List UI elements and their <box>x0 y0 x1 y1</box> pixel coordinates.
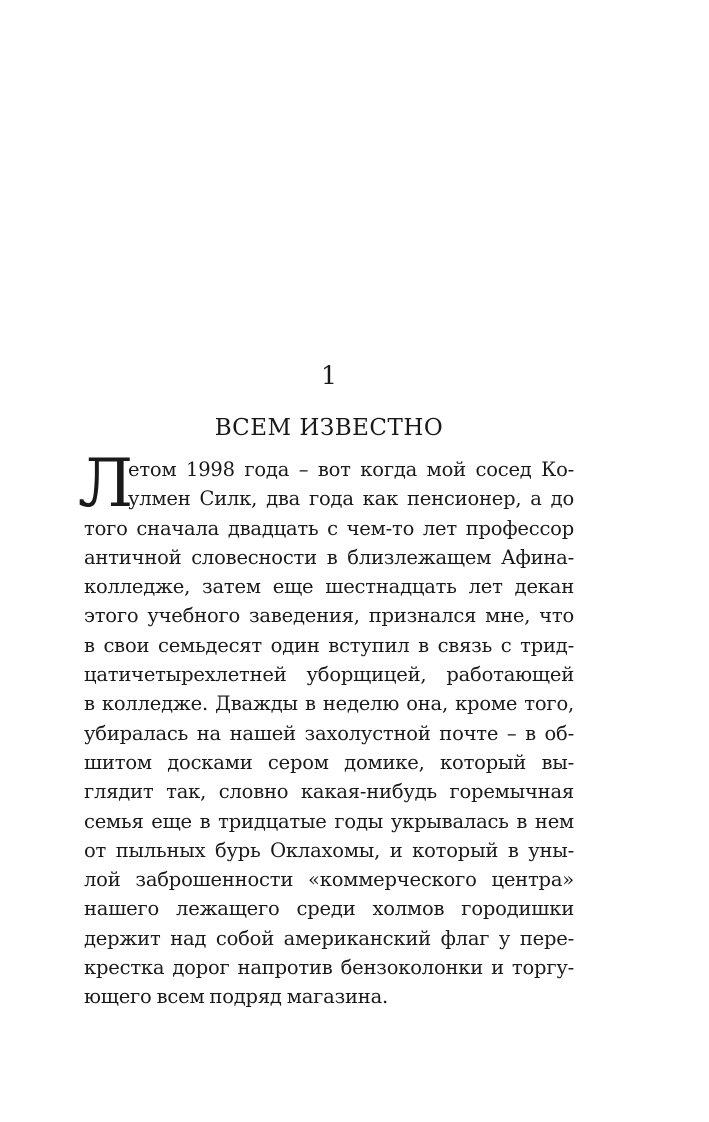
drop-cap: Л <box>78 445 134 522</box>
text-line: нашего лежащего среди холмов городишки <box>84 897 574 921</box>
chapter-body <box>78 445 574 1012</box>
text-line: глядит так, словно какая-нибудь горемычная <box>84 780 574 804</box>
text-line: ющего всем подряд магазина. <box>84 985 389 1009</box>
text-line: крестка дорог напротив бензоколонки и торгу- <box>84 956 574 980</box>
text-line: в свои семьдесят один вступил в связь с трид- <box>84 633 574 657</box>
chapter-title: ВСЕМ ИЗВЕСТНО <box>214 415 444 441</box>
chapter-number: 1 <box>321 361 337 390</box>
text-line: убиралась на нашей захолустной почте – в об- <box>84 721 574 745</box>
text-line: этого учебного заведения, признался мне, что <box>84 604 574 628</box>
text-line: цатичетырехлетней уборщицей, работающей <box>84 663 574 687</box>
text-line: в колледже. Дважды в неделю она, кроме того, <box>84 692 574 716</box>
text-line: улмен Силк, два года как пенсионер, а до <box>128 487 574 511</box>
text-line: держит над собой американский флаг у пере- <box>84 926 574 950</box>
text-line: лой заброшенности «коммерческого центра» <box>84 868 574 892</box>
text-line: античной словесности в близлежащем Афина- <box>84 545 574 569</box>
text-line: семья еще в тридцатые годы укрывалась в нем <box>84 809 574 833</box>
text-line: от пыльных бурь Оклахомы, и который в уны- <box>84 838 574 862</box>
text-line: колледже, затем еще шестнадцать лет декан <box>84 575 574 599</box>
text-line: шитом досками сером домике, который вы- <box>84 750 574 774</box>
text-line: етом 1998 года – вот когда мой сосед Ко- <box>128 458 574 481</box>
text-line: того сначала двадцать с чем-то лет профессор <box>84 516 574 540</box>
